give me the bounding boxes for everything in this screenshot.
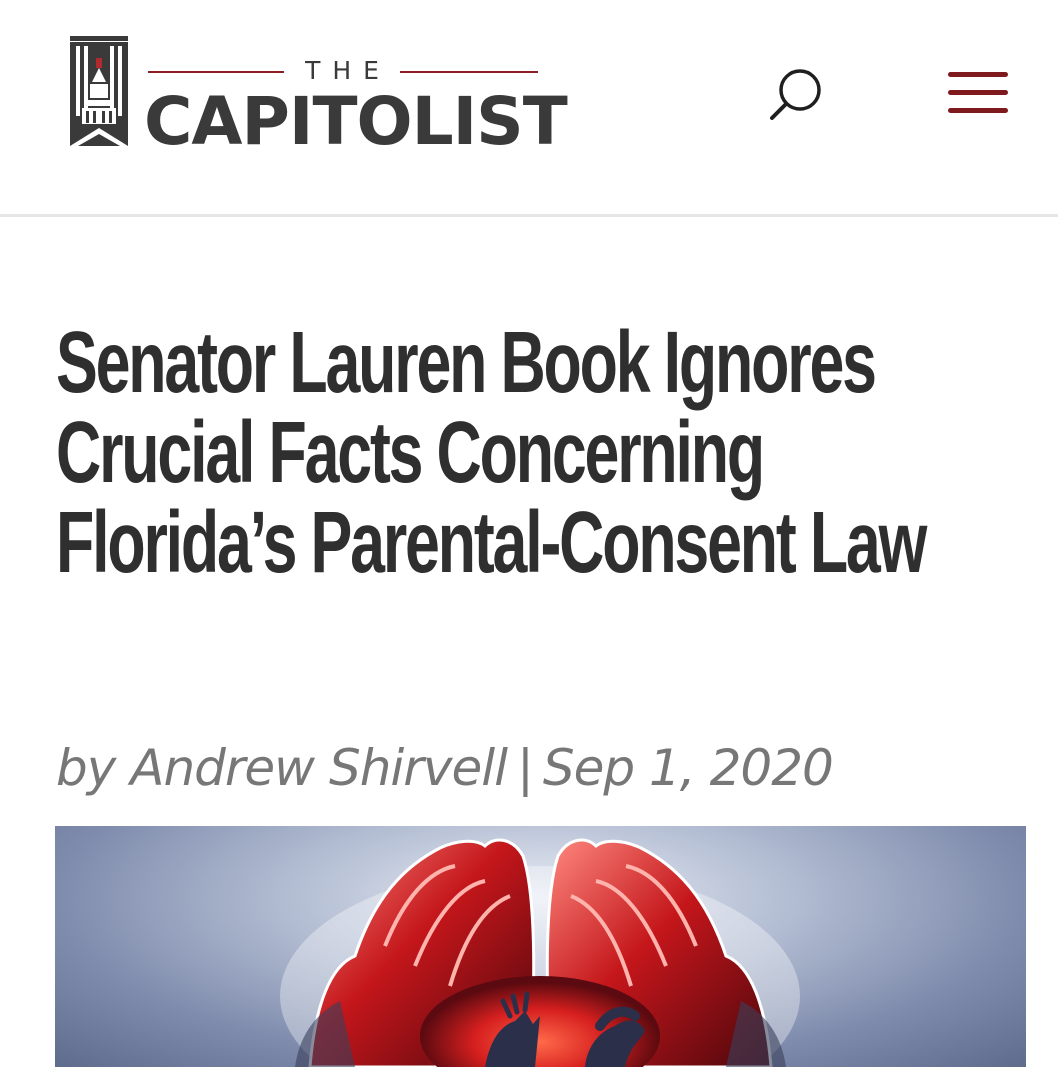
byline-prefix: by: [56, 739, 116, 797]
byline-separator: |: [516, 739, 533, 797]
site-header: [0, 0, 1058, 217]
logo-the-row: [148, 56, 538, 86]
hero-image[interactable]: [55, 826, 1026, 1067]
logo-rule-left: [148, 71, 284, 73]
logo-name-text: CAPITOLIST: [144, 83, 567, 160]
capitol-building-logo-icon: [68, 36, 130, 152]
hamburger-menu-button[interactable]: [946, 68, 1010, 116]
menu-bar-bottom: [948, 108, 1008, 113]
menu-bar-middle: [948, 90, 1008, 95]
article-title: Senator Lauren Book Ignores Crucial Facts Concerning Florida’s Parental-Consent Law: [56, 314, 926, 591]
search-button[interactable]: [766, 64, 826, 124]
site-logo[interactable]: [68, 36, 567, 160]
publish-date: Sep 1, 2020: [542, 739, 833, 797]
author-link[interactable]: Andrew Shirvell: [130, 739, 507, 797]
logo-rule-right: [400, 71, 538, 73]
hands-protecting-child-illustration: [55, 826, 1026, 1067]
article-byline: [56, 736, 833, 800]
menu-bar-top: [948, 72, 1008, 77]
logo-the-text: THE: [305, 56, 391, 85]
search-icon: [766, 64, 826, 124]
